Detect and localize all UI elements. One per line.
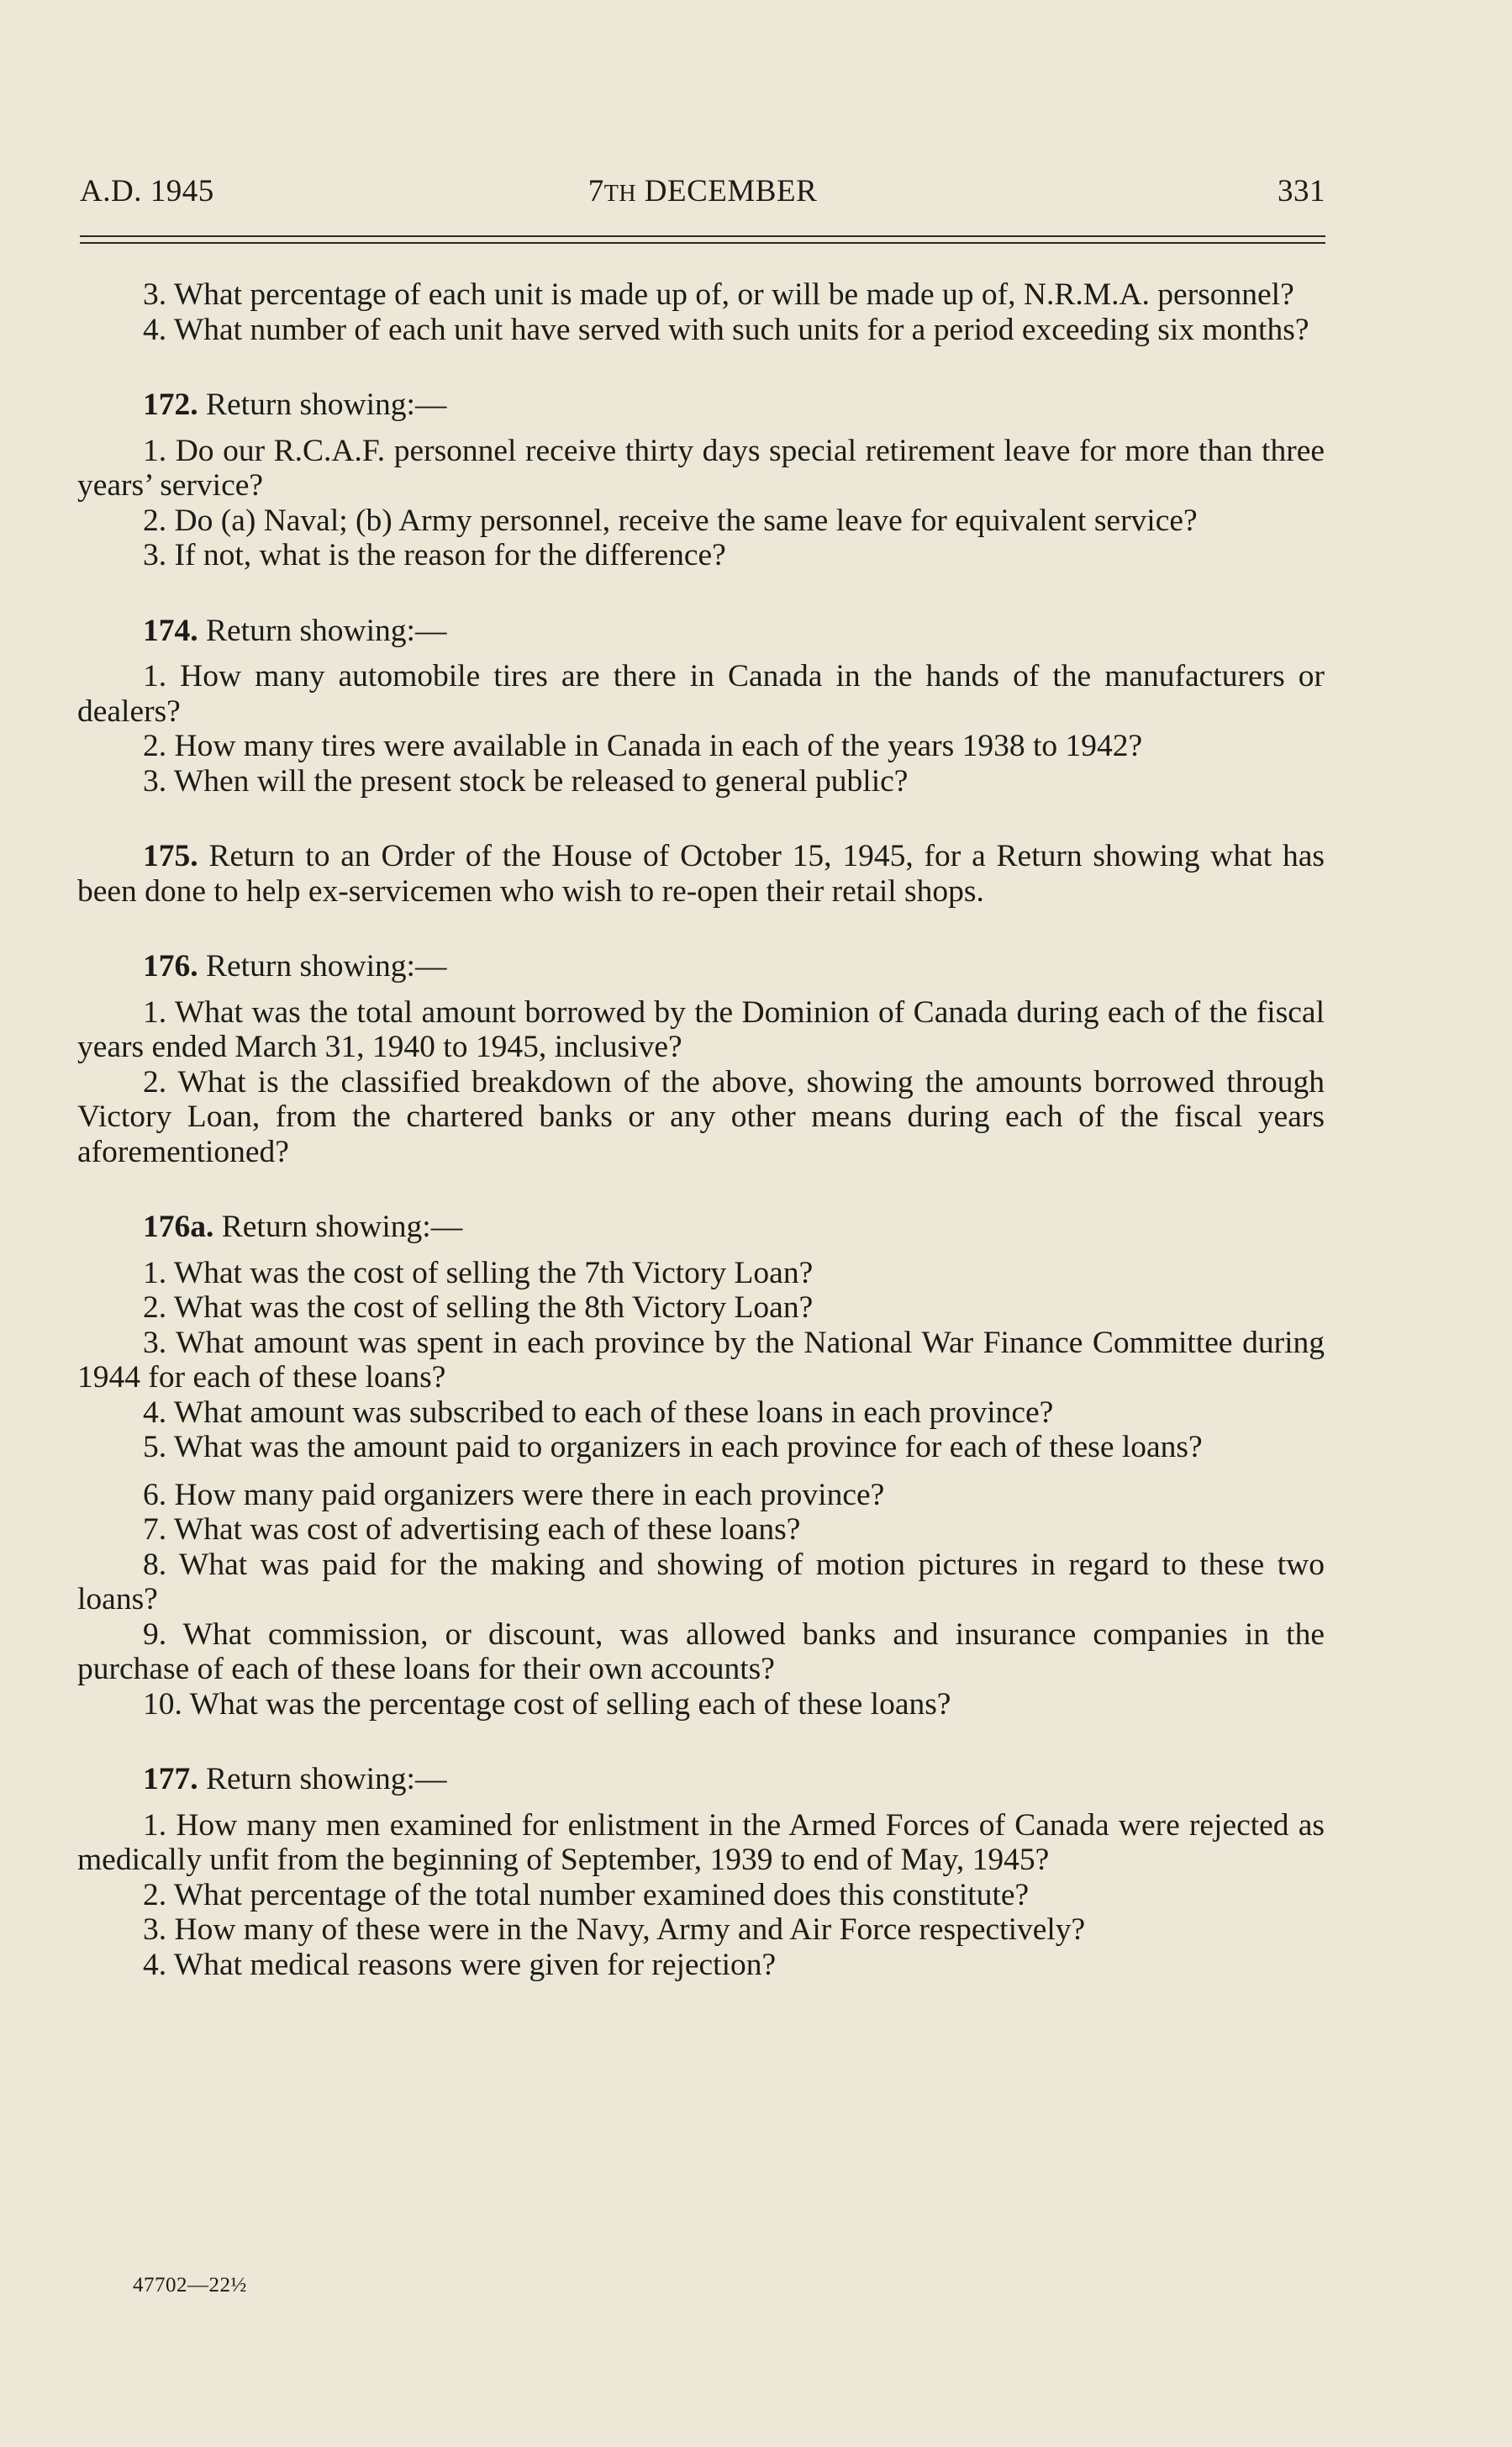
question-item: 4. What amount was subscribed to each of these loans in each province? (143, 1395, 1054, 1430)
running-header (80, 173, 1325, 217)
question-item: 8. What was paid for the making and showing of motion pictures in regard to these two loans? (77, 1547, 1325, 1616)
section-heading (77, 1210, 1325, 1245)
question-item: 1. What was the total amount borrowed by the Dominion of Canada during each of the fiscal years ended March 31, 1940 to 1945, inclusive? (77, 994, 1325, 1064)
section-heading (77, 388, 1325, 423)
question-item: 1. How many automobile tires are there in Canada in the hands of the manufacturers or dealers? (77, 659, 1325, 729)
question-item: 7. What was cost of advertising each of these loans? (143, 1512, 801, 1547)
header-date-day: 7 (587, 174, 604, 208)
section-number: 172. (143, 388, 198, 422)
section-heading (77, 949, 1325, 984)
section-title: Return to an Order of the House of October 15, 1945, for a Return showing what has been done to help ex-servicemen who wish to re-open their retail shops. (77, 839, 1325, 909)
section-title: Return showing:— (206, 949, 447, 984)
question-item: 1. What was the cost of selling the 7th Victory Loan? (143, 1255, 814, 1290)
question-item: 2. What was the cost of selling the 8th Victory Loan? (143, 1290, 814, 1325)
question-item: 4. What number of each unit have served with such units for a period exceeding six months? (143, 312, 1309, 347)
question-item: 3. What percentage of each unit is made up of, or will be made up of, N.R.M.A. personnel? (143, 277, 1294, 312)
section-title: Return showing:— (206, 613, 447, 648)
question-item: 3. What amount was spent in each province by the National War Finance Committee during 1944 for each of these loans? (77, 1325, 1325, 1395)
header-date (80, 173, 1325, 209)
section-title: Return showing:— (206, 388, 447, 422)
section-heading (77, 614, 1325, 649)
header-year: A.D. 1945 (80, 174, 214, 208)
question-item: 4. What medical reasons were given for rejection? (143, 1947, 777, 1982)
section-title: Return showing:— (221, 1210, 463, 1244)
section-number: 174. (143, 613, 198, 648)
question-item: 1. Do our R.C.A.F. personnel receive thirty days special retirement leave for more than three years’ service? (77, 433, 1325, 503)
section-number: 177. (143, 1762, 198, 1796)
question-item: 1. How many men examined for enlistment in the Armed Forces of Canada were rejected as medically unfit from the beginning of September, 1939 to end of May, 1945? (77, 1807, 1325, 1877)
question-item: 2. What percentage of the total number examined does this constitute? (143, 1877, 1030, 1912)
section-heading (77, 839, 1325, 909)
section-heading (77, 1762, 1325, 1797)
header-date-month: DECEMBER (636, 174, 818, 208)
question-item: 9. What commission, or discount, was allowed banks and insurance companies in the purchase of each of these loans for their own accounts? (77, 1616, 1325, 1686)
question-item: 2. How many tires were available in Canada in each of the years 1938 to 1942? (143, 729, 1143, 763)
section-number: 175. (143, 839, 198, 873)
page-number: 331 (1278, 174, 1325, 208)
question-item: 10. What was the percentage cost of selling each of these loans? (143, 1686, 951, 1722)
header-date-suffix: TH (603, 181, 637, 207)
question-item: 5. What was the amount paid to organizers in each province for each of these loans? (143, 1430, 1203, 1464)
section-number: 176a. (143, 1210, 214, 1244)
header-rule-top (80, 235, 1325, 237)
question-item: 3. How many of these were in the Navy, Army and Air Force respectively? (143, 1912, 1086, 1947)
section-title: Return showing:— (206, 1762, 447, 1796)
question-item: 6. How many paid organizers were there in each province? (143, 1477, 885, 1512)
document-body (77, 277, 1325, 1982)
question-item: 2. What is the classified breakdown of the above, showing the amounts borrowed through Victory Loan, from the chartered banks or any other means during each of the fiscal years aforementioned? (77, 1064, 1325, 1169)
signature-mark: 47702—22½ (133, 2274, 247, 2297)
question-item: 2. Do (a) Naval; (b) Army personnel, receive the same leave for equivalent service? (143, 503, 1198, 538)
question-item: 3. When will the present stock be released to general public? (143, 763, 909, 799)
section-number: 176. (143, 949, 198, 984)
header-rule-bottom (80, 242, 1325, 244)
question-item: 3. If not, what is the reason for the difference? (143, 538, 726, 572)
